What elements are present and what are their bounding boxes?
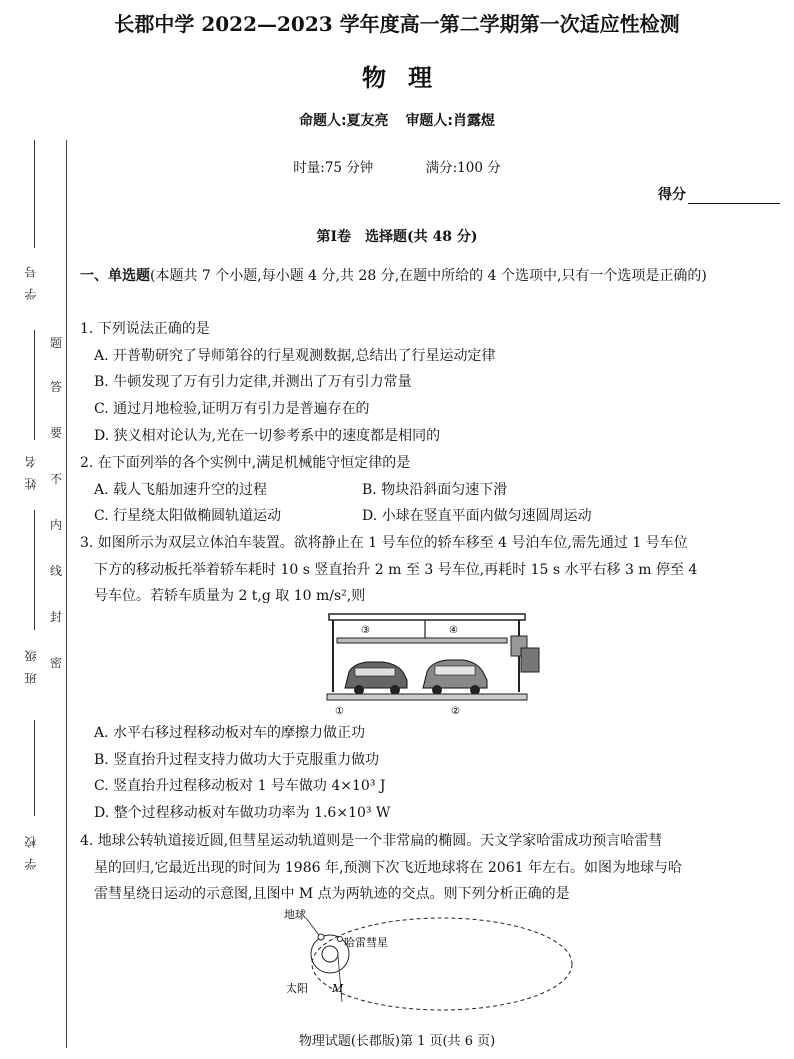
question-stem-line: 4. 地球公转轨道接近圆,但彗星运动轨道则是一个非常扁的椭圆。天文学家哈雷成功预言哈雷彗 (80, 833, 663, 849)
subject-title: 物理 (362, 63, 454, 92)
option-c[interactable]: C. 行星绕太阳做椭圆轨道运动 (94, 508, 282, 525)
name-blank[interactable] (34, 330, 35, 440)
question-2 (80, 450, 782, 530)
seal-char: 要 (50, 426, 63, 440)
section-title: 第Ⅰ卷 选择题(共 48 分) (316, 229, 478, 245)
option-a[interactable]: A. 水平右移过程移动板对车的摩擦力做正功 (94, 725, 366, 741)
option-b[interactable]: B. 牛顿发现了万有引力定律,并测出了万有引力常量 (94, 374, 412, 391)
part1-instructions (80, 263, 782, 290)
binding-line (66, 140, 67, 1048)
school-blank[interactable] (34, 720, 35, 816)
slot-1-label: ① (335, 706, 344, 717)
exam-title: 长郡中学 2022—2023 学年度高一第二学期第一次适应性检测 (114, 12, 680, 36)
score-label: 得分 (658, 187, 686, 203)
question-stem-line: 3. 如图所示为双层立体泊车装置。欲将静止在 1 号车位的轿车移至 4 号泊车位,需先通过 1 号车位 (80, 535, 688, 551)
exam-info-line (0, 156, 794, 176)
author-label: 命题人:夏友亮 (298, 113, 389, 129)
comet (338, 937, 343, 942)
seal-char: 答 (50, 380, 63, 394)
option-c[interactable]: C. 通过月地检验,证明万有引力是普遍存在的 (94, 401, 370, 418)
option-b[interactable]: B. 物块沿斜面匀速下滑 (362, 481, 508, 498)
question-3-options (80, 720, 782, 827)
question-stem: 1. 下列说法正确的是 (80, 321, 210, 337)
question-stem-line: 雷彗星绕日运动的示意图,且图中 M 点为两轨迹的交点。则下列分析正确的是 (94, 886, 570, 903)
question-3 (80, 530, 782, 610)
sun-label: 太阳 (286, 982, 308, 995)
class-blank[interactable] (34, 510, 35, 630)
question-stem-line: 星的回归,它最近出现的时间为 1986 年,预测下次飞近地球将在 2061 年左右。如图为地球与哈 (94, 859, 682, 876)
seal-char: 内 (50, 518, 63, 532)
class-label: 班级 (24, 640, 38, 684)
score-blank[interactable] (688, 189, 780, 204)
student-id-blank[interactable] (34, 140, 35, 248)
comet-orbit (312, 918, 572, 1010)
score-box (658, 184, 780, 204)
option-c[interactable]: C. 竖直抬升过程移动板对 1 号车做功 4×10³ J (94, 778, 386, 795)
seal-char: 题 (50, 336, 63, 350)
option-a[interactable]: A. 载人飞船加速升空的过程 (94, 481, 268, 498)
name-label: 姓名 (24, 446, 38, 490)
reviewer-label: 审题人:肖露煜 (405, 113, 496, 129)
question-1 (80, 316, 782, 450)
car-left (345, 662, 407, 695)
seal-char: 不 (50, 472, 63, 486)
comet-label: 哈雷彗星 (344, 936, 388, 949)
part1-heading: 一、单选题 (80, 268, 150, 284)
option-row (80, 477, 782, 504)
question-stem: 2. 在下面列举的各个实例中,满足机械能守恒定律的是 (80, 455, 411, 471)
option-d[interactable]: D. 小球在竖直平面内做匀速圆周运动 (362, 508, 592, 525)
option-a[interactable]: A. 开普勒研究了导师第谷的行星观测数据,总结出了行星运动定律 (94, 347, 496, 364)
seal-char: 线 (50, 564, 63, 578)
point-m-label: M (332, 982, 344, 995)
parking-garage-figure (323, 610, 543, 722)
question-stem-line: 下方的移动板托举着轿车耗时 10 s 竖直抬升 2 m 至 3 号车位,再耗时 15 s 水平右移 3 m 停至 4 (94, 561, 698, 578)
school-label: 学校 (24, 826, 38, 870)
time-limit: 时量:75 分钟 (293, 160, 374, 176)
slot-2-label: ② (451, 706, 460, 717)
car-right (423, 660, 487, 695)
question-4 (80, 828, 782, 908)
sun (322, 946, 338, 962)
part1-note: (本题共 7 个小题,每小题 4 分,共 28 分,在题中所给的 4 个选项中,只有一个选项是正确的) (150, 268, 707, 284)
earth-label: 地球 (284, 908, 306, 921)
slot-3-label: ③ (361, 625, 370, 636)
orbit-figure (282, 904, 582, 1028)
seal-char: 密 (50, 656, 63, 670)
option-b[interactable]: B. 竖直抬升过程支持力做功大于克服重力做功 (94, 751, 380, 768)
option-d[interactable]: D. 整个过程移动板对车做功功率为 1.6×10³ W (94, 805, 391, 822)
option-d[interactable]: D. 狭义相对论认为,光在一切参考系中的速度都是相同的 (94, 427, 441, 444)
full-score: 满分:100 分 (425, 160, 501, 176)
slot-4-label: ④ (449, 625, 458, 636)
page-footer: 物理试题(长郡版)第 1 页(共 6 页) (298, 1034, 496, 1049)
question-stem-line: 号车位。若轿车质量为 2 t,g 取 10 m/s²,则 (94, 588, 366, 605)
authors-line (0, 110, 794, 130)
option-row (80, 503, 782, 530)
student-id-label: 学号 (24, 256, 38, 300)
seal-char: 封 (50, 610, 63, 624)
